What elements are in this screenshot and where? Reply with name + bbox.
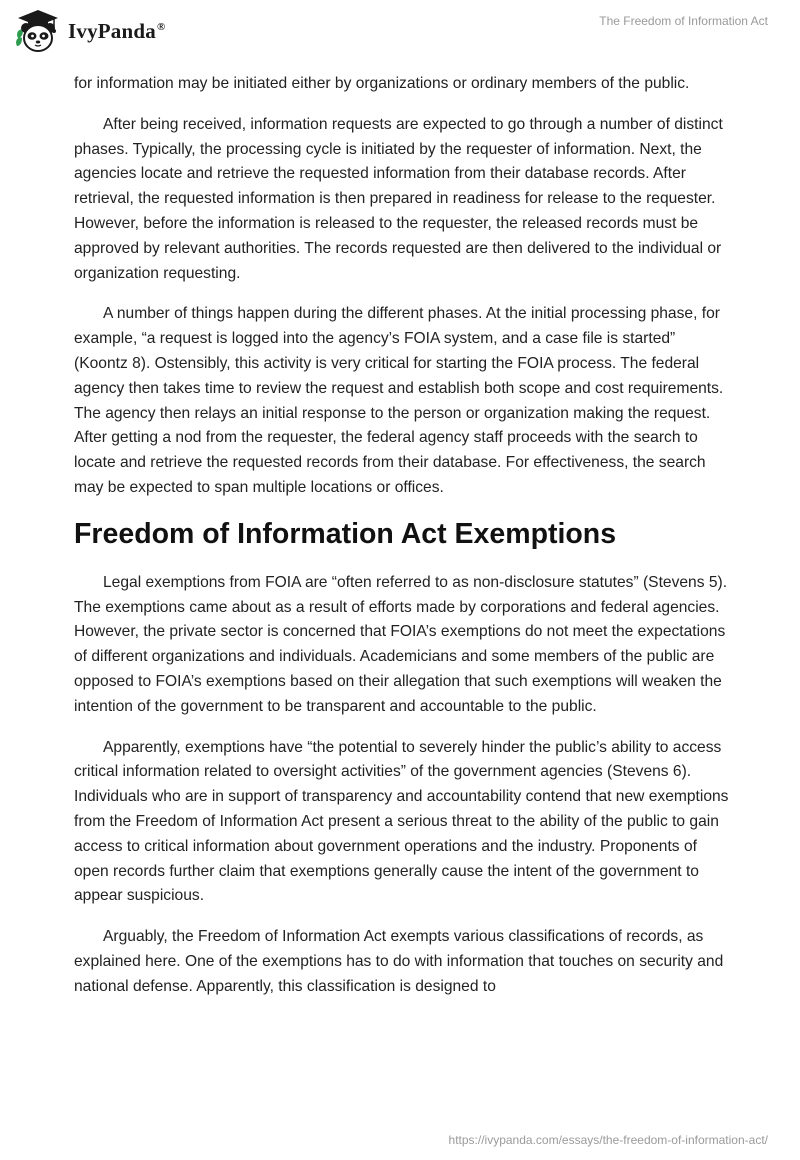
paragraph: A number of things happen during the different phases. At the initial processing phase, for example, “a request is logged into the agency’s FOIA system, and a case file is started” (Koontz 8). Ostensibly, this activity is very critical for starting the FOIA process. The federal agency then takes time to review the request and establish both scope and cost requirements. The agency then relays an initial response to the person or organization making the request. After getting a nod from the requester, the federal agency staff proceeds with the search to locate and retrieve the requested records from their database. For effectiveness, the search may be expected to span multiple locations or offices. xyxy=(74,305,724,496)
essay-content xyxy=(74,72,730,1016)
paragraph: for information may be initiated either by organizations or ordinary members of the public. xyxy=(74,75,690,92)
page-header xyxy=(0,0,800,68)
panda-logo-icon xyxy=(14,8,62,54)
paragraph: Arguably, the Freedom of Information Act exempts various classifications of records, as explained here. One of the exemptions has to do with information that touches on security and national defense. Apparently, this classification is designed to xyxy=(74,928,724,995)
document-title: The Freedom of Information Act xyxy=(599,14,768,28)
source-url[interactable]: https://ivypanda.com/essays/the-freedom-of-information-act/ xyxy=(448,1133,768,1147)
paragraph: After being received, information requests are expected to go through a number of distinct phases. Typically, the processing cycle is initiated by the requester of information. Next, the agencies locate and retrieve the requested information from their database records. After retrieval, the requested information is then prepared in readiness for release to the requester. However, before the information is released to the requester, the released records must be approved by relevant authorities. The records requested are then delivered to the individual or organization requesting. xyxy=(74,115,723,282)
section-heading: Freedom of Information Act Exemptions xyxy=(74,517,617,550)
paragraph: Apparently, exemptions have “the potential to severely hinder the public’s ability to access critical information related to oversight activities” of the government agencies (Stevens 6). Individuals who are in support of transparency and accountability contend that new exemptions from the Freedom of Information Act present a serious threat to the ability of the public to gain access to critical information about government operations and the industry. Proponents of open records further claim that exemptions generally cause the intent of the government to appear suspicious. xyxy=(74,738,729,905)
brand-name: IvyPanda® xyxy=(68,18,166,43)
logo[interactable] xyxy=(14,8,165,54)
paragraph: Legal exemptions from FOIA are “often referred to as non-disclosure statutes” (Stevens 5). The exemptions came about as a result of efforts made by corporations and federal agencies. However, the private sector is concerned that FOIA’s exemptions do not meet the expectations of different organizations and individuals. Academicians and some members of the public are opposed to FOIA’s exemptions based on their allegation that such exemptions will weaken the intention of the government to be transparent and accountable to the public. xyxy=(74,573,728,715)
